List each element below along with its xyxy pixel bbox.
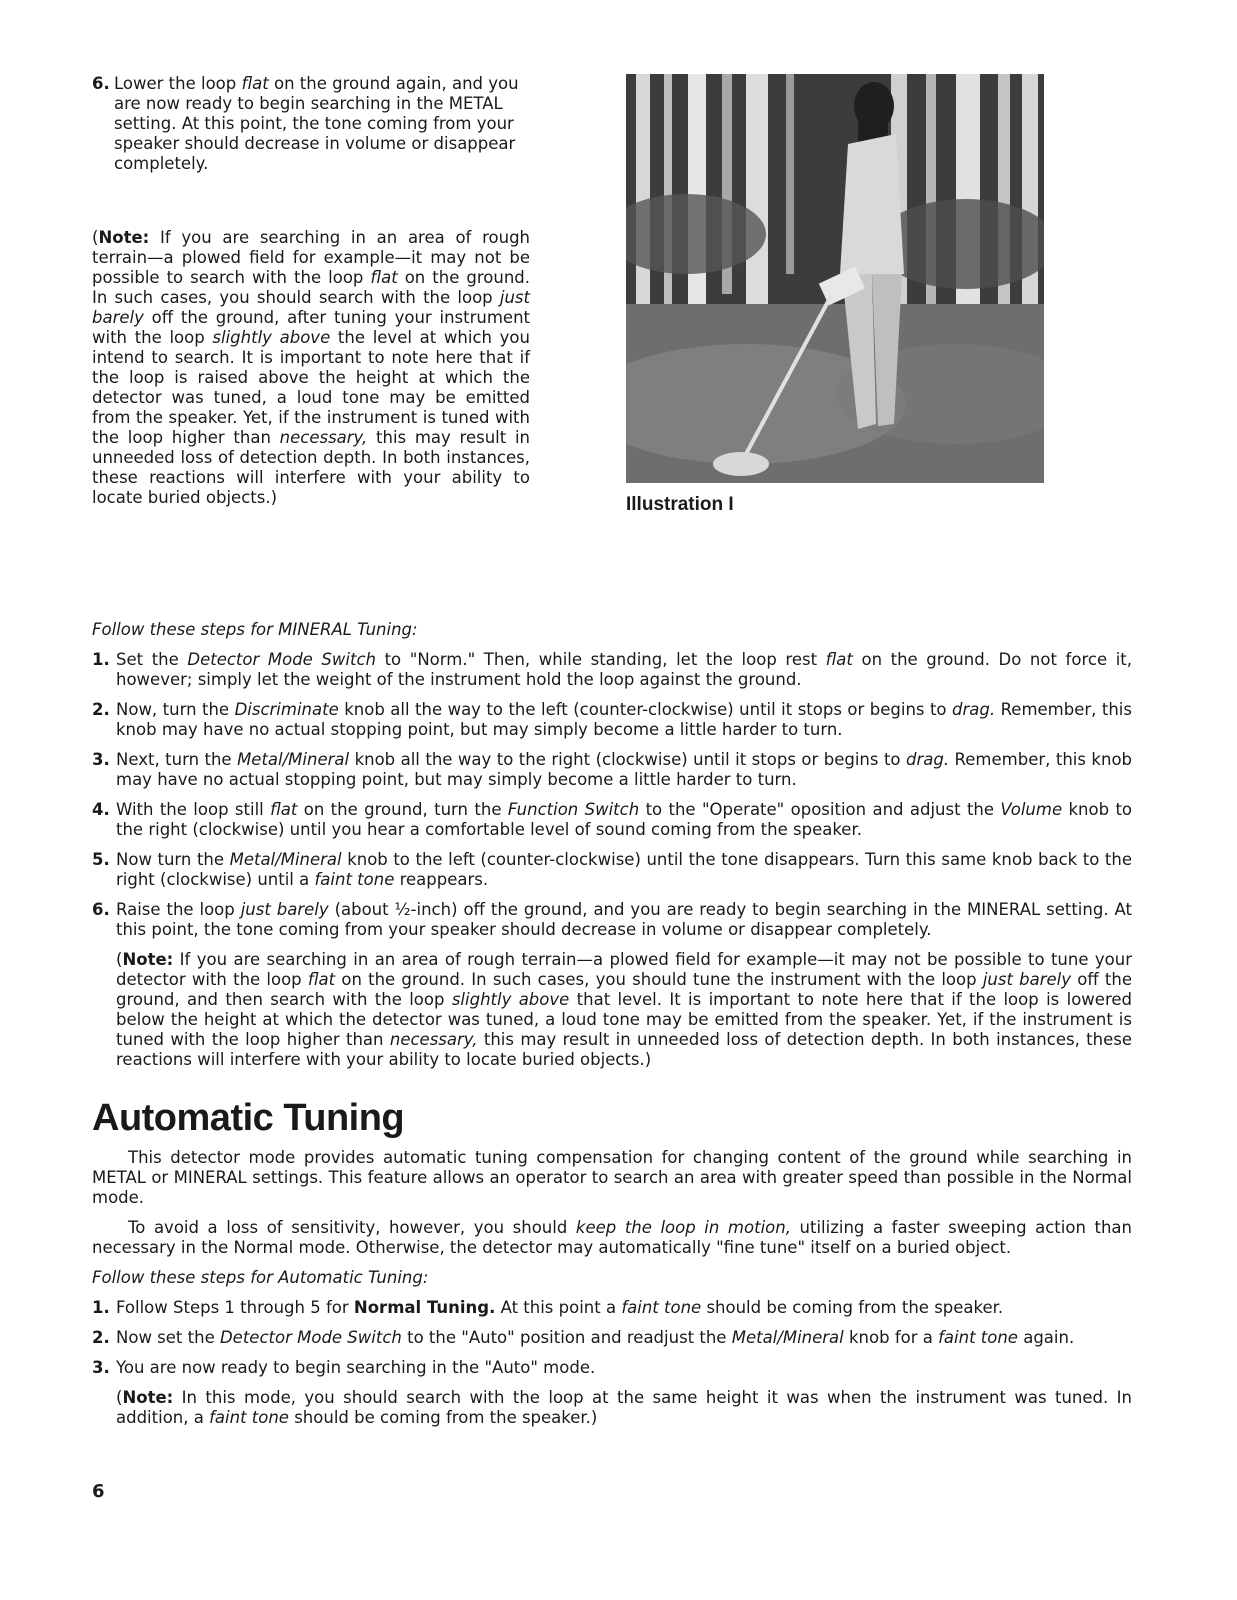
auto-intro: Follow these steps for Automatic Tuning: bbox=[92, 1268, 429, 1287]
mineral-step-5: 5. Now turn the Metal/Mineral knob to the left (counter-clockwise) until the tone disappears. Turn this same knob back to the right (clockwise) until a faint tone reappears. bbox=[92, 850, 1132, 889]
left-column bbox=[92, 74, 530, 508]
illustration bbox=[626, 74, 1044, 515]
auto-step-1: 1. Follow Steps 1 through 5 for Normal Tuning. At this point a faint tone should be coming from the speaker. bbox=[92, 1298, 1004, 1317]
illustration-caption: Illustration I bbox=[626, 494, 734, 515]
auto-note: (Note: In this mode, you should search with the loop at the same height it was when the instrument was tuned. In addition, a faint tone should be coming from the speaker.) bbox=[116, 1388, 1132, 1427]
mineral-note: (Note: If you are searching in an area of rough terrain—a plowed field for example—it may not be possible to tune your detector with the loop flat on the ground. In such cases, you should tune the instrument with the loop just barely off the ground, and then search with the loop slightly above that level. It is important to note here that if the loop is lowered below the height at which the detector was tuned, a loud tone may be emitted from the speaker. Yet, if the instrument is tuned with the loop higher than necessary, this may result in unneeded loss of detection depth. In both instances, these reactions will interfere with your ability to locate buried objects.) bbox=[116, 950, 1132, 1069]
step-number: 6. bbox=[92, 74, 110, 93]
mineral-intro: Follow these steps for MINERAL Tuning: bbox=[92, 620, 418, 639]
auto-step-3: 3. You are now ready to begin searching in the "Auto" mode. bbox=[92, 1358, 596, 1377]
lower-section bbox=[92, 620, 1132, 1428]
illustration-photo bbox=[626, 74, 1044, 483]
page-number: 6 bbox=[92, 1481, 105, 1502]
metal-note: (Note: If you are searching in an area of rough terrain—a plowed field for example—it may not be possible to search with the loop flat on the ground. In such cases, you should search with the loop just barely off the ground, after tuning your instrument with the loop slightly above the level at which you intend to search. It is important to note here that if the loop is raised above the height at which the detector was tuned, a loud tone may be emitted from the speaker. Yet, if the instrument is tuned with the loop higher than necessary, this may result in unneeded loss of detection depth. In both instances, these reactions will interfere with your ability to locate buried objects.) bbox=[92, 228, 530, 507]
mineral-step-2: 2. Now, turn the Discriminate knob all the way to the left (counter-clockwise) until it stops or begins to drag. Remember, this knob may have no actual stopping point, but may simply become a little harder to turn. bbox=[92, 700, 1132, 739]
auto-paragraph-2: To avoid a loss of sensitivity, however, you should keep the loop in motion, utilizing a faster sweeping action than necessary in the Normal mode. Otherwise, the detector may automatically "fine tune" itself on a buried object. bbox=[92, 1218, 1132, 1257]
auto-paragraph-1: This detector mode provides automatic tuning compensation for changing content of the ground while searching in METAL or MINERAL settings. This feature allows an operator to search an area with greater speed than possible in the Normal mode. bbox=[92, 1148, 1132, 1207]
auto-step-2: 2. Now set the Detector Mode Switch to the "Auto" position and readjust the Metal/Mineral knob for a faint tone again. bbox=[92, 1328, 1075, 1347]
mineral-step-4: 4. With the loop still flat on the ground, turn the Function Switch to the "Operate" oposition and adjust the Volume knob to the right (clockwise) until you hear a comfortable level of sound coming from the speaker. bbox=[92, 800, 1133, 839]
mineral-step-1: 1. Set the Detector Mode Switch to "Norm." Then, while standing, let the loop rest flat on the ground. Do not force it, however; simply let the weight of the instrument hold the loop against the ground. bbox=[92, 650, 1132, 689]
automatic-tuning-heading: Automatic Tuning bbox=[92, 1097, 405, 1139]
mineral-step-6: 6. Raise the loop just barely (about ½-inch) off the ground, and you are ready to begin searching in the MINERAL setting. At this point, the tone coming from your speaker should decrease in volume or disappear completely. bbox=[92, 900, 1132, 939]
mineral-steps bbox=[92, 650, 1132, 940]
auto-steps bbox=[92, 1298, 1132, 1378]
mineral-step-3: 3. Next, turn the Metal/Mineral knob all the way to the right (clockwise) until it stops or begins to drag. Remember, this knob may have no actual stopping point, but may simply become a little harder to turn. bbox=[92, 750, 1133, 789]
metal-step-6: 6. Lower the loop flat on the ground again, and you are now ready to begin searching in the METAL setting. At this point, the tone coming from your speaker should decrease in volume or disappear completely. bbox=[92, 74, 519, 173]
